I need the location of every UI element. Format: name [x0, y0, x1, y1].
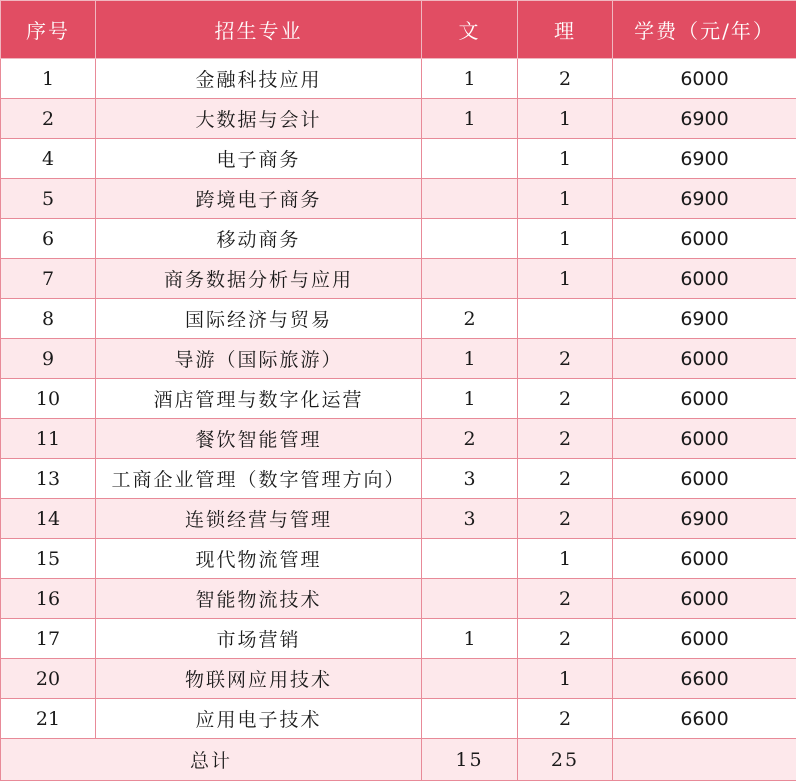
cell-wen: 2 — [422, 419, 518, 459]
cell-major: 大数据与会计 — [96, 99, 422, 139]
cell-fee: 6600 — [613, 659, 796, 699]
cell-major: 餐饮智能管理 — [96, 419, 422, 459]
cell-li: 2 — [518, 579, 613, 619]
cell-fee: 6000 — [613, 219, 796, 259]
cell-major: 国际经济与贸易 — [96, 299, 422, 339]
cell-major: 金融科技应用 — [96, 59, 422, 99]
cell-no: 20 — [1, 659, 96, 699]
cell-no: 8 — [1, 299, 96, 339]
cell-li: 1 — [518, 99, 613, 139]
cell-fee: 6900 — [613, 99, 796, 139]
table-row — [1, 459, 796, 499]
cell-no: 7 — [1, 259, 96, 299]
cell-major: 市场营销 — [96, 619, 422, 659]
cell-no: 4 — [1, 139, 96, 179]
cell-wen: 1 — [422, 59, 518, 99]
cell-fee: 6000 — [613, 619, 796, 659]
cell-no: 2 — [1, 99, 96, 139]
cell-wen: 1 — [422, 339, 518, 379]
cell-no: 6 — [1, 219, 96, 259]
cell-wen: 1 — [422, 379, 518, 419]
table-row — [1, 379, 796, 419]
cell-wen — [422, 539, 518, 579]
cell-wen — [422, 579, 518, 619]
table-row — [1, 659, 796, 699]
cell-fee: 6000 — [613, 419, 796, 459]
cell-major: 跨境电子商务 — [96, 179, 422, 219]
cell-li: 2 — [518, 459, 613, 499]
cell-no: 9 — [1, 339, 96, 379]
table-row — [1, 619, 796, 659]
cell-major: 应用电子技术 — [96, 699, 422, 739]
cell-no: 5 — [1, 179, 96, 219]
cell-no: 17 — [1, 619, 96, 659]
cell-fee: 6000 — [613, 59, 796, 99]
cell-major: 物联网应用技术 — [96, 659, 422, 699]
cell-major: 导游（国际旅游） — [96, 339, 422, 379]
table-row — [1, 219, 796, 259]
cell-major: 电子商务 — [96, 139, 422, 179]
cell-wen — [422, 219, 518, 259]
cell-li: 1 — [518, 539, 613, 579]
cell-major: 工商企业管理（数字管理方向） — [96, 459, 422, 499]
table-row — [1, 139, 796, 179]
cell-fee: 6900 — [613, 499, 796, 539]
cell-fee: 6000 — [613, 539, 796, 579]
cell-no: 15 — [1, 539, 96, 579]
table-row — [1, 419, 796, 459]
cell-major: 智能物流技术 — [96, 579, 422, 619]
cell-wen: 3 — [422, 499, 518, 539]
cell-no: 16 — [1, 579, 96, 619]
cell-li: 2 — [518, 619, 613, 659]
header-row — [1, 1, 796, 59]
cell-major: 现代物流管理 — [96, 539, 422, 579]
table-row — [1, 699, 796, 739]
cell-wen — [422, 139, 518, 179]
table-header — [1, 1, 796, 59]
table-row — [1, 499, 796, 539]
cell-wen: 1 — [422, 99, 518, 139]
table-row — [1, 579, 796, 619]
cell-li: 2 — [518, 419, 613, 459]
cell-li: 1 — [518, 259, 613, 299]
cell-wen — [422, 259, 518, 299]
table-row — [1, 539, 796, 579]
header-no: 序号 — [1, 1, 96, 59]
table-row — [1, 59, 796, 99]
table-row — [1, 179, 796, 219]
header-fee: 学费（元/年） — [613, 1, 796, 59]
cell-fee: 6900 — [613, 139, 796, 179]
table-row — [1, 299, 796, 339]
cell-wen: 1 — [422, 619, 518, 659]
cell-fee: 6600 — [613, 699, 796, 739]
cell-major: 酒店管理与数字化运营 — [96, 379, 422, 419]
cell-fee: 6000 — [613, 259, 796, 299]
total-row — [1, 739, 796, 781]
total-li: 25 — [518, 739, 613, 781]
total-fee — [613, 739, 796, 781]
cell-wen: 2 — [422, 299, 518, 339]
cell-li: 2 — [518, 379, 613, 419]
cell-fee: 6000 — [613, 339, 796, 379]
cell-wen — [422, 659, 518, 699]
cell-li: 2 — [518, 499, 613, 539]
cell-li: 2 — [518, 699, 613, 739]
cell-li: 2 — [518, 59, 613, 99]
cell-fee: 6900 — [613, 299, 796, 339]
cell-no: 13 — [1, 459, 96, 499]
cell-major: 移动商务 — [96, 219, 422, 259]
cell-li: 2 — [518, 339, 613, 379]
cell-fee: 6000 — [613, 379, 796, 419]
cell-major: 连锁经营与管理 — [96, 499, 422, 539]
cell-li: 1 — [518, 179, 613, 219]
cell-li — [518, 299, 613, 339]
cell-li: 1 — [518, 139, 613, 179]
header-major: 招生专业 — [96, 1, 422, 59]
cell-li: 1 — [518, 219, 613, 259]
cell-no: 21 — [1, 699, 96, 739]
cell-no: 11 — [1, 419, 96, 459]
cell-wen — [422, 179, 518, 219]
header-wen: 文 — [422, 1, 518, 59]
cell-li: 1 — [518, 659, 613, 699]
table-row — [1, 99, 796, 139]
total-label: 总计 — [1, 739, 422, 781]
table-footer — [1, 739, 796, 781]
total-wen: 15 — [422, 739, 518, 781]
header-li: 理 — [518, 1, 613, 59]
cell-no: 1 — [1, 59, 96, 99]
cell-no: 14 — [1, 499, 96, 539]
table-body — [1, 59, 796, 739]
table-row — [1, 259, 796, 299]
cell-major: 商务数据分析与应用 — [96, 259, 422, 299]
cell-wen: 3 — [422, 459, 518, 499]
table-row — [1, 339, 796, 379]
cell-fee: 6000 — [613, 579, 796, 619]
cell-fee: 6900 — [613, 179, 796, 219]
cell-no: 10 — [1, 379, 96, 419]
cell-fee: 6000 — [613, 459, 796, 499]
cell-wen — [422, 699, 518, 739]
